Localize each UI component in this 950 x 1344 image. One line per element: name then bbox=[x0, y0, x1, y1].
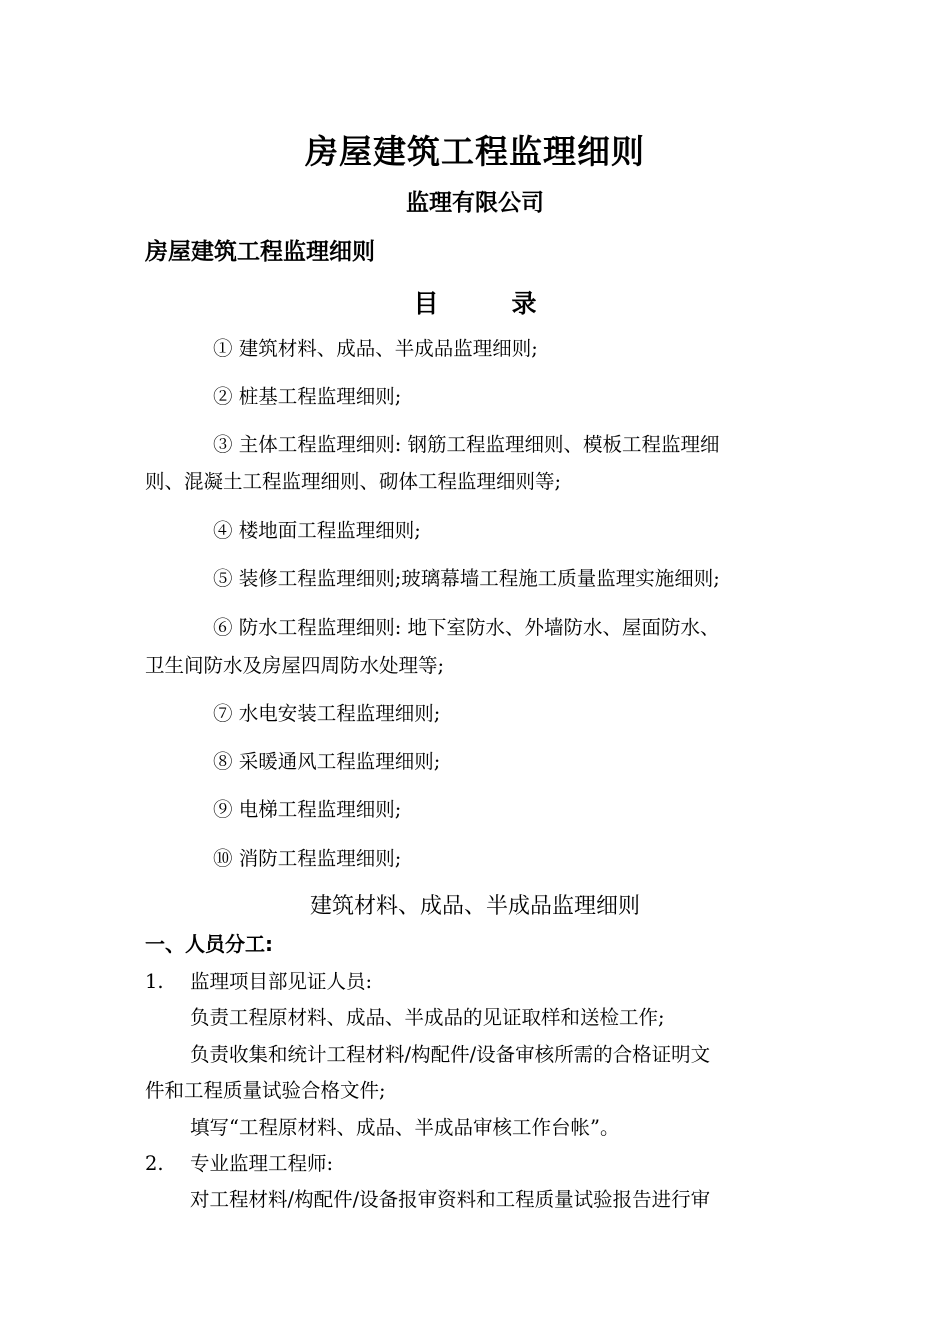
toc-item: ⑩ 消防工程监理细则; bbox=[213, 847, 402, 870]
section-title: 建筑材料、成品、半成品监理细则 bbox=[309, 894, 640, 919]
section-heading: 一、人员分工: bbox=[145, 932, 273, 956]
paragraph-line: 对工程材料/构配件/设备报审资料和工程质量试验报告进行审 bbox=[190, 1188, 711, 1211]
paragraph-line: 负责工程原材料、成品、半成品的见证取样和送检工作; bbox=[190, 1006, 665, 1029]
toc-item: ⑤ 装修工程监理细则;玻璃幕墙工程施工质量监理实施细则; bbox=[213, 567, 720, 590]
toc-heading: 目录 bbox=[413, 289, 610, 318]
toc-item: ⑧ 采暖通风工程监理细则; bbox=[213, 750, 441, 773]
item-title: 专业监理工程师: bbox=[190, 1152, 334, 1175]
toc-item: ⑨ 电梯工程监理细则; bbox=[213, 798, 402, 821]
item-number: 1. bbox=[145, 970, 164, 993]
paragraph-line: 负责收集和统计工程材料/构配件/设备审核所需的合格证明文 bbox=[190, 1043, 711, 1066]
toc-item: ⑦ 水电安装工程监理细则; bbox=[213, 702, 441, 725]
document-title: 房屋建筑工程监理细则 bbox=[305, 132, 645, 171]
company-name: 监理有限公司 bbox=[406, 190, 544, 216]
paragraph-line: 填写“工程原材料、成品、半成品审核工作台帐”。 bbox=[190, 1116, 620, 1139]
toc-item-continuation: 卫生间防水及房屋四周防水处理等; bbox=[145, 654, 445, 677]
toc-item: ② 桩基工程监理细则; bbox=[213, 385, 402, 408]
item-number: 2. bbox=[145, 1152, 164, 1175]
toc-item: ⑥ 防水工程监理细则: 地下室防水、外墙防水、屋面防水、 bbox=[213, 616, 720, 639]
document-subtitle: 房屋建筑工程监理细则 bbox=[145, 239, 375, 265]
toc-item-continuation: 则、混凝土工程监理细则、砌体工程监理细则等; bbox=[145, 470, 562, 493]
toc-item: ④ 楼地面工程监理细则; bbox=[213, 519, 421, 542]
paragraph-line: 件和工程质量试验合格文件; bbox=[145, 1079, 386, 1102]
toc-item: ① 建筑材料、成品、半成品监理细则; bbox=[213, 337, 538, 360]
toc-item: ③ 主体工程监理细则: 钢筋工程监理细则、模板工程监理细 bbox=[213, 433, 720, 456]
item-title: 监理项目部见证人员: bbox=[190, 970, 373, 993]
